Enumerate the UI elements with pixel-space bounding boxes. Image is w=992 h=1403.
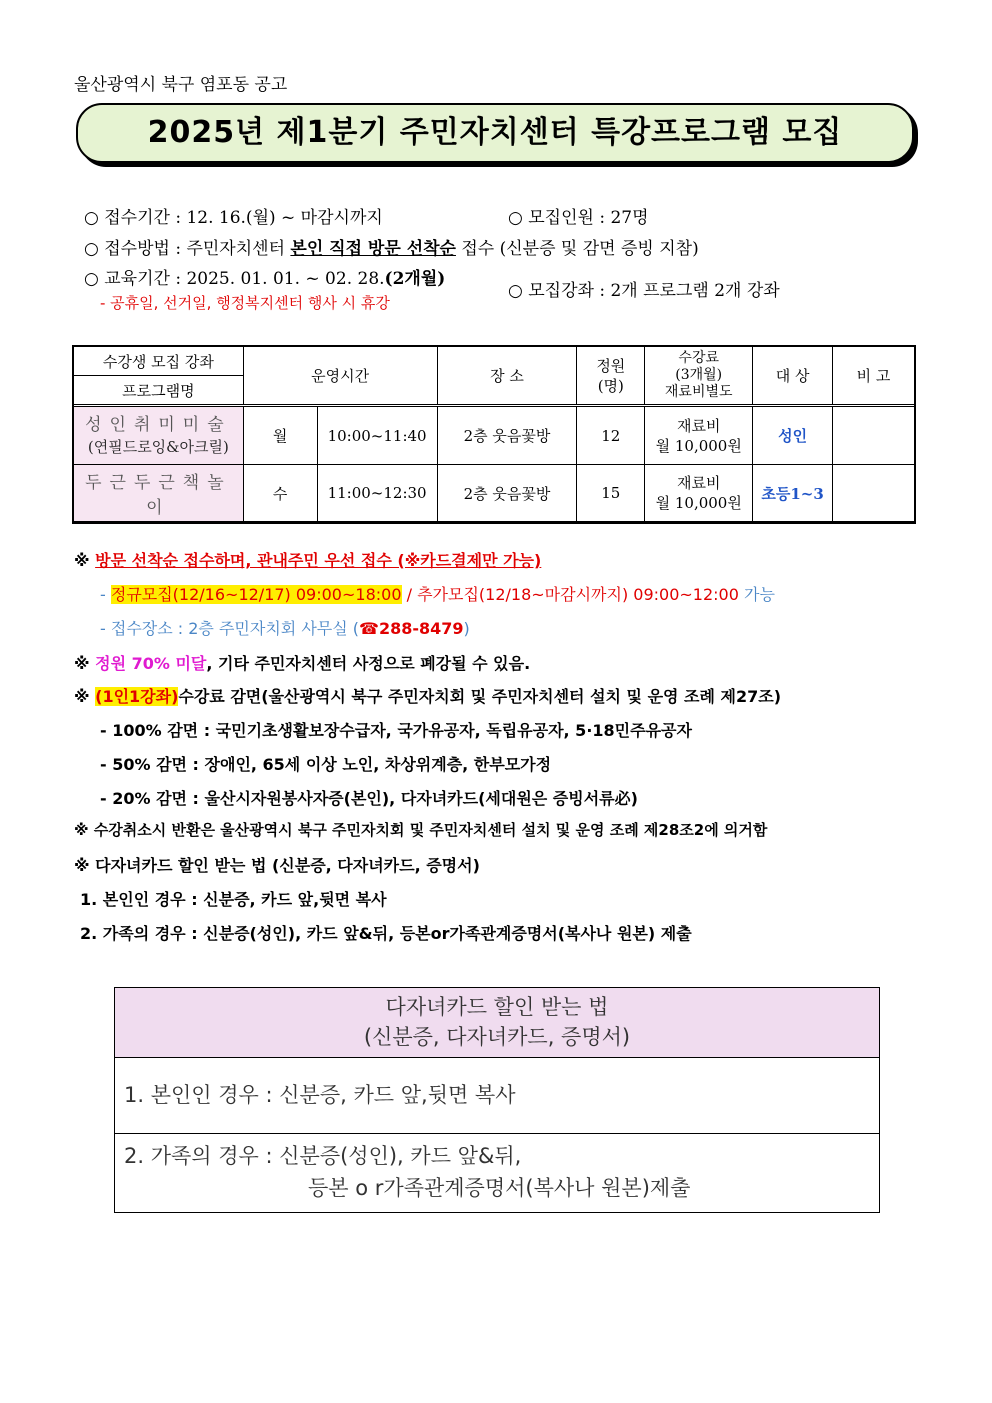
note-phone: ☎288-8479	[359, 619, 464, 638]
program-day: 월	[243, 406, 317, 465]
header-fee-1: 수강료	[678, 350, 719, 366]
table-row	[74, 465, 915, 522]
note-regular: 정규모집(12/16~12/17) 09:00~18:00	[110, 585, 402, 604]
note-card-family: 2. 가족의 경우 : 신분증(성인), 카드 앞&뒤, 등본or가족관계증명서(복사나 원본) 제출	[80, 924, 692, 943]
program-fee	[645, 406, 753, 465]
note-discount	[74, 684, 781, 707]
note-location-text: - 접수장소 : 2층 주민자치회 사무실 (	[100, 619, 360, 638]
note-discount-50: - 50% 감면 : 장애인, 65세 이상 노인, 차상위계층, 한부모가정	[100, 755, 552, 774]
program-place: 2층 웃음꽃방	[437, 465, 577, 522]
method-line	[84, 234, 699, 259]
card-info-row-family	[115, 1134, 879, 1204]
program-name-sub: (연필드로잉&아크릴)	[87, 437, 229, 456]
program-name: 두근두근책놀이	[74, 465, 244, 522]
period-label: ○ 접수기간 : 12. 16.(월) ~ 마감시까지	[84, 208, 383, 228]
header-target: 대 상	[753, 347, 833, 406]
note-dash: -	[100, 585, 111, 604]
note-extra: / 추가모집(12/18~마감시까지) 09:00~12:00	[401, 585, 739, 604]
header-place: 장 소	[437, 347, 577, 406]
program-time: 11:00~12:30	[317, 465, 437, 522]
note-discount-text: 수강료 감면(울산광역시 북구 주민자치회 및 주민자치센터 설치 및 운영 조례 제27조)	[178, 687, 782, 706]
header-program: 프로그램명	[74, 376, 244, 406]
notice-header: 울산광역시 북구 염포동 공고	[74, 75, 288, 95]
program-note	[833, 406, 915, 465]
note-cancel-highlight: 정원 70% 미달	[95, 654, 207, 673]
note-discount-20: - 20% 감면 : 울산시자원봉사자증(본인), 다자녀카드(세대원은 증빙서류必)	[100, 789, 638, 808]
header-capacity: 정원 (명)	[577, 347, 645, 406]
note-mark: ※	[74, 687, 96, 706]
program-fee-1: 재료비	[676, 416, 721, 435]
edu-line	[84, 264, 445, 289]
program-name	[74, 406, 244, 465]
table-row	[74, 406, 915, 465]
edu-bold: (2개월)	[384, 269, 446, 289]
note-discount-100: - 100% 감면 : 국민기초생활보장수급자, 국가유공자, 독립유공자, 5·18민주유공자	[100, 721, 692, 740]
header-time: 운영시간	[243, 347, 437, 406]
note-one-per-person: (1인1강좌)	[95, 687, 179, 706]
page-title: 2025년 제1분기 주민자치센터 특강프로그램 모집	[76, 103, 914, 163]
method-bold: 본인 직접 방문 선착순	[290, 239, 456, 259]
card-info-subtitle: (신분증, 다자녀카드, 증명서)	[363, 1025, 631, 1049]
program-name-main: 성인취미미술	[85, 414, 232, 435]
program-day: 수	[243, 465, 317, 522]
recruit-count: ○ 모집인원 : 27명	[508, 208, 649, 228]
note-cancel-text: , 기타 주민자치센터 사정으로 폐강될 수 있음.	[206, 654, 531, 673]
note-schedule	[100, 582, 775, 605]
program-target: 성인	[753, 406, 833, 465]
note-available: 가능	[738, 585, 775, 604]
courses-line: ○ 모집강좌 : 2개 프로그램 2개 강좌	[508, 281, 780, 301]
header-note: 비 고	[833, 347, 915, 406]
note-card-self: 1. 본인인 경우 : 신분증, 카드 앞,뒷면 복사	[80, 890, 387, 909]
card-info-family-2: 등본 o r가족관계증명서(복사나 원본)제출	[308, 1176, 691, 1200]
method-prefix: ○ 접수방법 : 주민자치센터	[84, 239, 291, 259]
note-location	[100, 616, 470, 639]
note-cancel	[74, 651, 530, 674]
program-fee	[645, 465, 753, 522]
card-info-header	[115, 988, 879, 1058]
header-fee-3: 재료비별도	[664, 384, 733, 400]
header-course: 수강생 모집 강좌	[74, 347, 244, 376]
program-time: 10:00~11:40	[317, 406, 437, 465]
program-table	[73, 346, 915, 522]
note-card: ※ 다자녀카드 할인 받는 법 (신분증, 다자녀카드, 증명서)	[74, 856, 480, 875]
note-location-end: )	[463, 619, 470, 638]
note-visit	[74, 548, 541, 571]
program-fee-2: 월 10,000원	[655, 494, 742, 512]
note-refund: ※ 수강취소시 반환은 울산광역시 북구 주민자치회 및 주민자치센터 설치 및 운영 조례 제28조2에 의거함	[74, 821, 768, 839]
program-fee-1: 재료비	[676, 474, 721, 492]
holiday-note: - 공휴일, 선거일, 행정복지센터 행사 시 휴강	[100, 294, 390, 312]
header-fee-2: (3개월)	[675, 367, 723, 383]
card-info-family-1: 2. 가족의 경우 : 신분증(성인), 카드 앞&뒤,	[124, 1144, 522, 1168]
card-info-title: 다자녀카드 할인 받는 법	[385, 995, 609, 1019]
note-mark: ※	[74, 654, 96, 673]
method-suffix: 접수 (신분증 및 감면 증빙 지참)	[455, 239, 699, 259]
edu-prefix: ○ 교육기간 : 2025. 01. 01. ~ 02. 28.	[84, 269, 385, 289]
card-info-row-self: 1. 본인인 경우 : 신분증, 카드 앞,뒷면 복사	[115, 1058, 879, 1134]
program-capacity: 15	[577, 465, 645, 522]
note-mark: ※	[74, 551, 96, 570]
program-target: 초등1~3	[753, 465, 833, 522]
program-capacity: 12	[577, 406, 645, 465]
program-place: 2층 웃음꽃방	[437, 406, 577, 465]
program-note	[833, 465, 915, 522]
card-info-box	[114, 987, 880, 1213]
note-visit-text: 방문 선착순 접수하며, 관내주민 우선 접수 (※카드결제만 가능)	[95, 551, 542, 570]
program-fee-2: 월 10,000원	[655, 436, 742, 455]
header-fee	[645, 347, 753, 406]
